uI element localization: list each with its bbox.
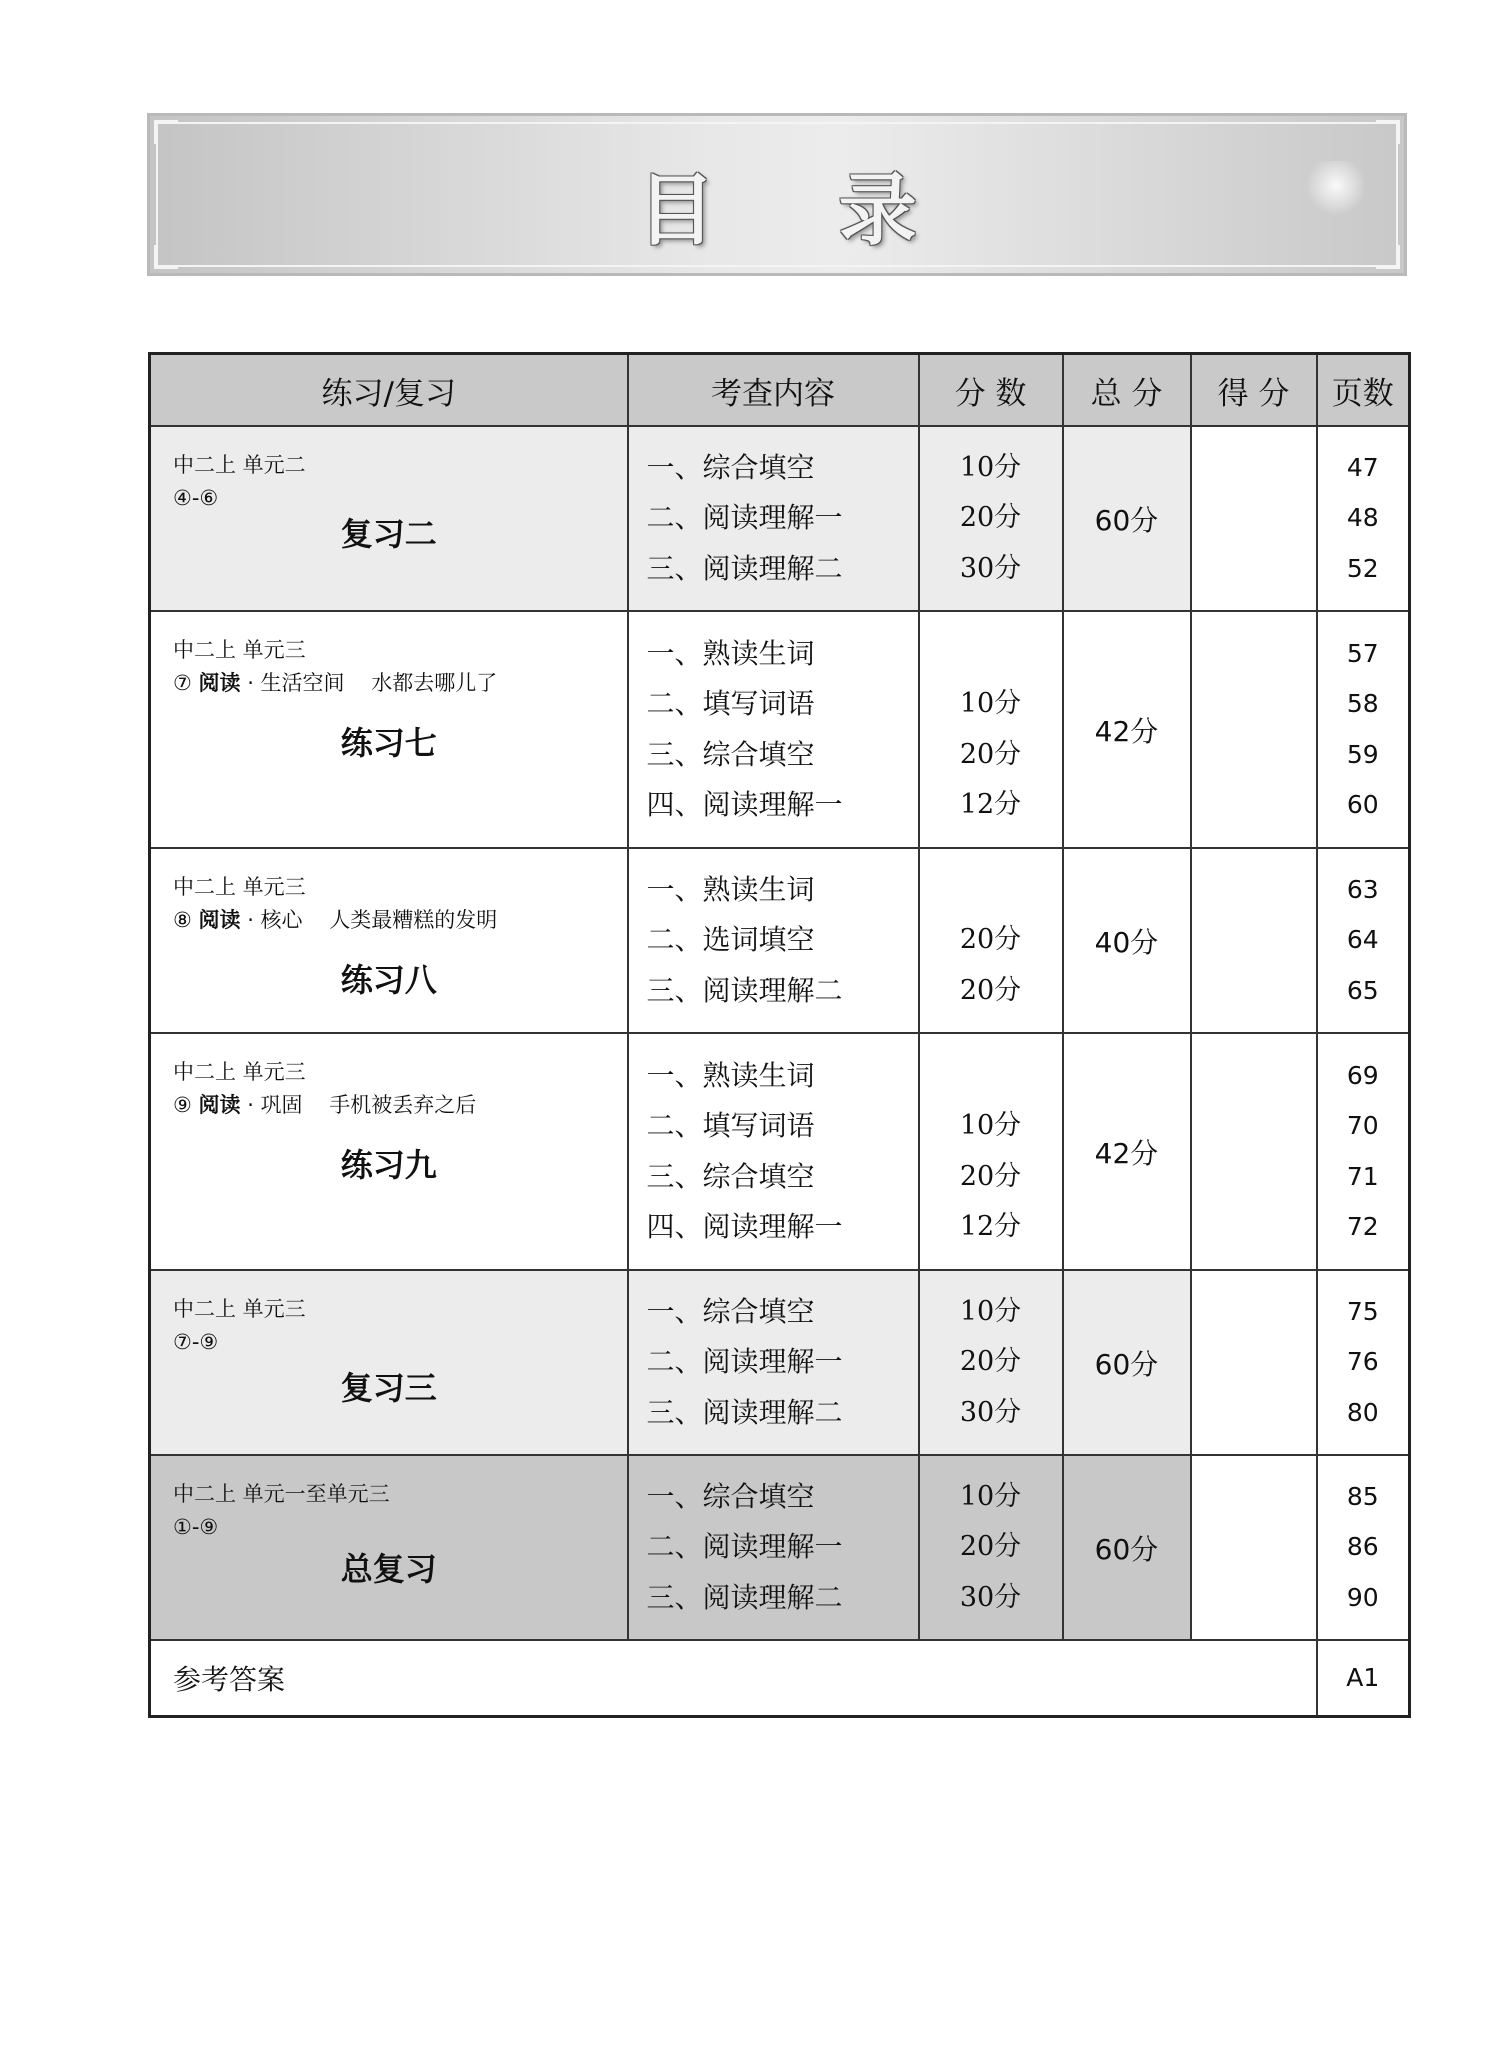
list-item: 二、选词填空	[646, 923, 815, 957]
page-number: 48	[1346, 503, 1379, 533]
lesson-name: 人类最糟糕的发明	[329, 908, 498, 932]
lesson-name: 手机被丢弃之后	[329, 1093, 477, 1117]
obtained-score-cell	[1191, 1033, 1317, 1270]
obtained-score-cell	[1191, 426, 1317, 611]
page-number: 76	[1346, 1347, 1379, 1377]
lesson-number: ⑧	[173, 908, 192, 932]
score-cell	[919, 1270, 1063, 1455]
score-value: 20分	[959, 924, 1022, 956]
obtained-score-cell	[1191, 1455, 1317, 1640]
lesson-number: ⑦	[173, 671, 192, 695]
list-item: 二、填写词语	[646, 687, 815, 720]
lesson-type: 阅读	[198, 908, 241, 932]
page-number: 85	[1346, 1481, 1379, 1511]
score-value	[920, 629, 1062, 680]
page-number: 57	[1346, 638, 1379, 668]
score-cell	[919, 1455, 1063, 1640]
exercise-cell	[150, 1033, 628, 1270]
unit-label: 中二上 单元三	[173, 638, 306, 662]
table-row	[150, 1033, 1410, 1270]
score-value: 20分	[959, 1160, 1022, 1192]
exercise-title: 练习八	[340, 961, 437, 999]
exercise-cell	[150, 1270, 628, 1455]
toc-table	[148, 352, 1411, 1718]
total-score: 60分	[1063, 1270, 1191, 1455]
score-value: 12分	[959, 1211, 1022, 1242]
score-value: 10分	[959, 1295, 1022, 1327]
page-number: 47	[1346, 452, 1379, 482]
obtained-score-cell	[1191, 611, 1317, 848]
page-cell	[1317, 611, 1410, 848]
page-cell	[1317, 1033, 1410, 1270]
corner-ornament-icon	[154, 120, 178, 144]
list-item: 一、综合填空	[646, 1294, 815, 1328]
unit-info	[173, 1056, 476, 1122]
obtained-score-cell	[1191, 1270, 1317, 1455]
content-cell	[628, 426, 919, 611]
page-number: 63	[1346, 874, 1379, 904]
exercise-title: 总复习	[340, 1550, 437, 1588]
score-cell	[919, 611, 1063, 848]
total-score: 60分	[1063, 1455, 1191, 1640]
score-value: 12分	[959, 789, 1022, 820]
score-cell	[919, 426, 1063, 611]
table-row	[150, 426, 1410, 611]
score-value: 30分	[959, 1396, 1022, 1428]
page-number: 64	[1346, 925, 1379, 955]
page-number: 65	[1346, 975, 1379, 1005]
unit-label: 中二上 单元三	[173, 875, 306, 899]
exercise-title: 复习二	[340, 515, 437, 553]
page-number: 69	[1346, 1060, 1379, 1090]
list-item: 一、综合填空	[646, 450, 815, 484]
header-obtained: 得 分	[1191, 354, 1317, 427]
lesson-type: 阅读	[198, 1093, 241, 1117]
list-item: 三、阅读理解二	[646, 973, 843, 1007]
header-exercise: 练习/复习	[150, 354, 628, 427]
lesson-range: ⑦-⑨	[173, 1330, 219, 1354]
list-item: 四、阅读理解一	[646, 1210, 843, 1243]
list-item: 二、阅读理解一	[646, 1345, 843, 1379]
page-number: 75	[1346, 1296, 1379, 1326]
table-row	[150, 848, 1410, 1033]
content-cell	[628, 848, 919, 1033]
content-cell	[628, 611, 919, 848]
obtained-score-cell	[1191, 848, 1317, 1033]
header-score: 分 数	[919, 354, 1063, 427]
unit-label: 中二上 单元一至单元三	[173, 1482, 390, 1506]
exercise-title: 练习九	[340, 1146, 437, 1184]
score-value: 10分	[959, 1110, 1022, 1141]
unit-info	[173, 1478, 390, 1544]
total-score: 40分	[1063, 848, 1191, 1033]
score-value: 20分	[959, 502, 1022, 534]
header-total: 总 分	[1063, 354, 1191, 427]
list-item: 一、熟读生词	[646, 872, 815, 906]
answers-label: 参考答案	[150, 1640, 1317, 1716]
score-cell	[919, 848, 1063, 1033]
exercise-cell	[150, 611, 628, 848]
exercise-cell	[150, 848, 628, 1033]
list-item: 二、填写词语	[646, 1109, 815, 1142]
list-item: 二、阅读理解一	[646, 1530, 843, 1564]
lesson-range: ④-⑥	[173, 486, 219, 510]
list-item: 二、阅读理解一	[646, 501, 843, 535]
score-value: 10分	[959, 688, 1022, 719]
unit-label: 中二上 单元二	[173, 453, 306, 477]
list-item: 一、综合填空	[646, 1479, 815, 1513]
lesson-line	[173, 1089, 476, 1122]
corner-ornament-icon	[1376, 120, 1400, 144]
content-cell	[628, 1270, 919, 1455]
score-value: 20分	[959, 738, 1022, 770]
page-number: 59	[1346, 739, 1379, 769]
page-number: 80	[1346, 1397, 1379, 1427]
lesson-number: ⑨	[173, 1093, 192, 1117]
total-score: 42分	[1063, 1033, 1191, 1270]
score-value: 20分	[959, 1346, 1022, 1378]
lesson-tag: · 巩固	[247, 1093, 303, 1117]
answers-row	[150, 1640, 1410, 1716]
page-number: 72	[1346, 1212, 1379, 1241]
score-value: 30分	[959, 1581, 1022, 1613]
page-number: 90	[1346, 1582, 1379, 1612]
unit-info	[173, 449, 306, 515]
page-number: 86	[1346, 1532, 1379, 1562]
lesson-line	[173, 667, 497, 700]
list-item: 一、熟读生词	[646, 1058, 815, 1092]
total-score: 60分	[1063, 426, 1191, 611]
header-content: 考查内容	[628, 354, 919, 427]
page-title: 目 录	[637, 166, 965, 256]
list-item: 三、阅读理解二	[646, 1395, 843, 1429]
header-page: 页数	[1317, 354, 1410, 427]
table-row	[150, 1270, 1410, 1455]
score-value: 10分	[959, 1480, 1022, 1512]
content-cell	[628, 1033, 919, 1270]
lesson-name: 水都去哪儿了	[371, 671, 498, 695]
page-number: 70	[1346, 1111, 1379, 1140]
unit-info	[173, 634, 497, 700]
lesson-tag: · 生活空间	[247, 671, 345, 695]
unit-info	[173, 1293, 306, 1359]
list-item: 三、阅读理解二	[646, 551, 843, 585]
score-value	[920, 865, 1062, 916]
lesson-line	[173, 904, 497, 937]
content-cell	[628, 1455, 919, 1640]
page-cell	[1317, 1270, 1410, 1455]
list-item: 一、熟读生词	[646, 636, 815, 670]
list-item: 三、阅读理解二	[646, 1580, 843, 1614]
table-row	[150, 1455, 1410, 1640]
lesson-range: ①-⑨	[173, 1515, 219, 1539]
list-item: 四、阅读理解一	[646, 788, 843, 821]
page-number: 58	[1346, 689, 1379, 718]
lesson-tag: · 核心	[247, 908, 303, 932]
table-header-row	[150, 354, 1410, 427]
unit-label: 中二上 单元三	[173, 1060, 306, 1084]
list-item: 三、综合填空	[646, 737, 815, 771]
lesson-type: 阅读	[198, 671, 241, 695]
page-number: 52	[1346, 553, 1379, 583]
table-row	[150, 611, 1410, 848]
answers-page: A1	[1317, 1640, 1410, 1716]
exercise-title: 练习七	[340, 724, 437, 762]
score-value: 10分	[959, 451, 1022, 483]
page-cell	[1317, 848, 1410, 1033]
exercise-cell	[150, 426, 628, 611]
score-value: 20分	[959, 974, 1022, 1006]
page-cell	[1317, 1455, 1410, 1640]
unit-label: 中二上 单元三	[173, 1297, 306, 1321]
exercise-title: 复习三	[340, 1369, 437, 1407]
score-value: 30分	[959, 552, 1022, 584]
score-value	[920, 1051, 1062, 1102]
page-number: 71	[1346, 1161, 1379, 1191]
title-banner	[147, 113, 1407, 276]
score-cell	[919, 1033, 1063, 1270]
page-cell	[1317, 426, 1410, 611]
list-item: 三、综合填空	[646, 1159, 815, 1193]
score-value: 20分	[959, 1531, 1022, 1563]
total-score: 42分	[1063, 611, 1191, 848]
page-number: 60	[1346, 790, 1379, 819]
unit-info	[173, 871, 497, 937]
exercise-cell	[150, 1455, 628, 1640]
